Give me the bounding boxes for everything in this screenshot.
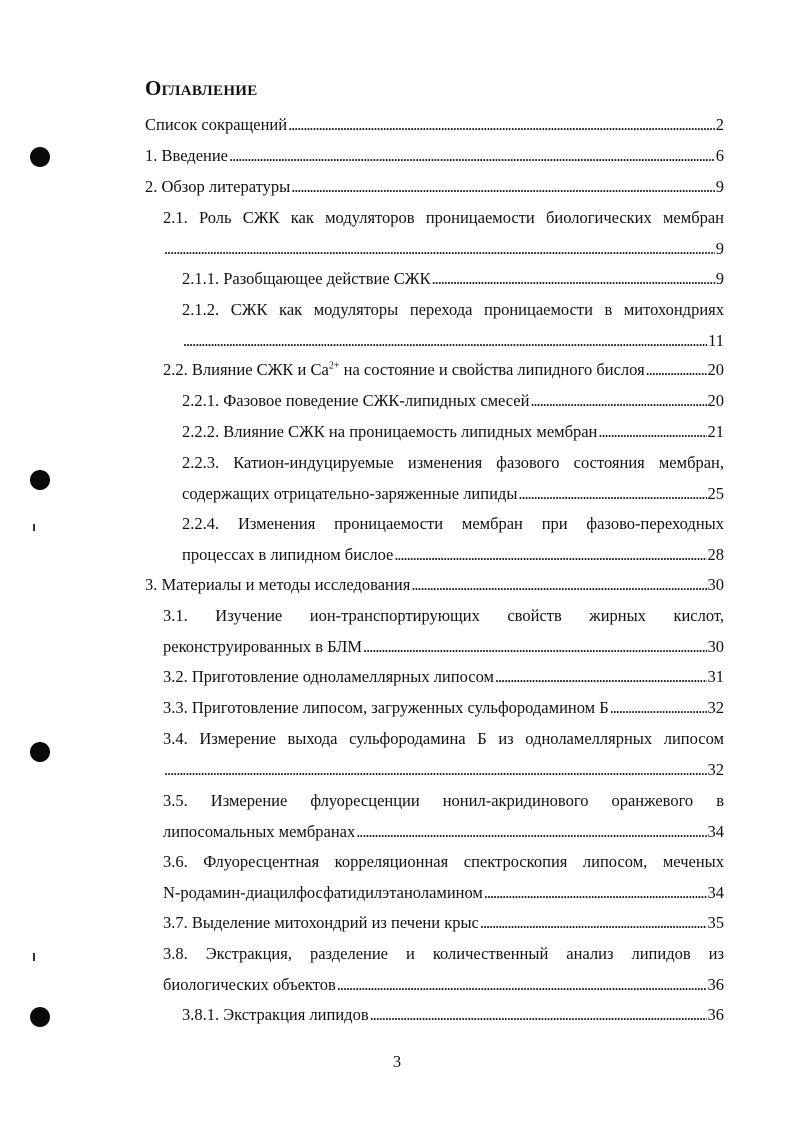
toc-entry-first-line: 3.8. Экстракция, разделение и количественный анализ липидов из (163, 944, 724, 963)
page-title: Оглавление (145, 76, 258, 100)
dot-leader (363, 631, 706, 662)
toc-entry (163, 600, 724, 662)
punch-hole-3 (30, 742, 50, 762)
toc-page-number: 21 (707, 422, 724, 441)
punch-hole-4 (30, 1007, 50, 1027)
toc-entry-text: 2. Обзор литературы (145, 177, 291, 196)
dot-leader (229, 140, 715, 171)
toc-page-number: 25 (707, 484, 724, 503)
dot-leader (164, 754, 707, 785)
dot-leader (484, 877, 707, 908)
dot-leader (291, 171, 715, 202)
toc-page-number: 36 (707, 975, 724, 994)
toc-page-number: 9 (715, 269, 724, 288)
toc-entry-text: липосомальных мембранах (163, 822, 356, 841)
dot-leader (646, 354, 707, 385)
dot-leader (598, 416, 706, 447)
toc-entry (163, 692, 724, 723)
toc-entry-text: 3. Материалы и методы исследования (145, 575, 411, 594)
toc-entry-text-part: на состояние и свойства липидного бислоя (339, 360, 645, 379)
toc-entry-text: 1. Введение (145, 146, 229, 165)
toc-entry (182, 385, 724, 416)
superscript: 2+ (328, 360, 340, 372)
toc-entry (163, 846, 724, 908)
toc-entry (182, 294, 724, 356)
toc-entry-text: 3.7. Выделение митохондрий из печени крыс (163, 913, 479, 932)
toc-entry-text: 2.2.2. Влияние СЖК на проницаемость липидных мембран (182, 422, 598, 441)
dot-leader (480, 907, 707, 938)
toc-entry (182, 508, 724, 570)
toc-entry (163, 354, 724, 385)
toc-page-number: 32 (707, 698, 724, 717)
toc-page-number: 28 (707, 545, 724, 564)
toc-entry (145, 569, 724, 600)
toc-entry-text: содержащих отрицательно-заряженные липиды (182, 484, 518, 503)
toc-entry (182, 263, 724, 294)
toc-page-number: 32 (707, 760, 724, 779)
toc-page-number: 31 (707, 667, 724, 686)
dot-leader (610, 692, 707, 723)
toc-entry-text: 2.1.1. Разобщающее действие СЖК (182, 269, 431, 288)
toc-entry (182, 416, 724, 447)
toc-entry-text (163, 354, 645, 385)
toc-entry-first-line: 2.1. Роль СЖК как модуляторов проницаемости биологических мембран (163, 208, 724, 227)
toc-entry (182, 447, 724, 509)
scan-mark-1 (33, 524, 35, 531)
dot-leader (411, 569, 706, 600)
toc-entry (182, 999, 724, 1030)
dot-leader (356, 816, 706, 847)
toc-entry-first-line: 2.2.4. Изменения проницаемости мембран при фазово-переходных (182, 514, 724, 533)
punch-hole-2 (30, 470, 50, 490)
toc-entry-first-line: 3.5. Измерение флуоресценции нонил-акридинового оранжевого в (163, 791, 724, 810)
dot-leader (288, 109, 715, 140)
toc-page-number: 2 (715, 115, 724, 134)
punch-hole-1 (30, 147, 50, 167)
toc-entry-text: 3.2. Приготовление одноламеллярных липосом (163, 667, 494, 686)
dot-leader (394, 539, 706, 570)
toc-entry (145, 140, 724, 171)
dot-leader (183, 325, 707, 356)
toc-page-number: 20 (707, 391, 724, 410)
toc-page-number: 6 (715, 146, 724, 165)
toc-entry (163, 202, 724, 264)
toc-entry-text-part: 2.2. Влияние СЖК и Ca (163, 360, 329, 379)
toc-entry-first-line: 3.6. Флуоресцентная корреляционная спектроскопия липосом, меченых (163, 852, 724, 871)
toc-page-number: 11 (708, 331, 724, 350)
toc-page-number: 34 (707, 822, 724, 841)
toc-entry-text: 3.8.1. Экстракция липидов (182, 1005, 369, 1024)
dot-leader (337, 969, 707, 1000)
toc-entry (145, 109, 724, 140)
toc-entry-text: Список сокращений (145, 115, 288, 134)
toc-entry (163, 907, 724, 938)
page-number: 3 (392, 1052, 402, 1071)
toc-entry (163, 661, 724, 692)
toc-entry-text: N-родамин-диацилфосфатидилэтаноламином (163, 883, 483, 902)
toc-page-number: 20 (707, 360, 724, 379)
toc-entry (163, 938, 724, 1000)
toc-page-number: 9 (715, 177, 724, 196)
dot-leader (164, 233, 715, 264)
toc-entry-first-line: 3.4. Измерение выхода сульфородамина Б из одноламеллярных липосом (163, 729, 724, 748)
dot-leader (530, 385, 706, 416)
toc-entry-text: биологических объектов (163, 975, 336, 994)
toc-page-number: 9 (715, 239, 724, 258)
dot-leader (432, 263, 715, 294)
toc-entry (163, 785, 724, 847)
scan-mark-2 (33, 953, 35, 961)
toc-entry-text: реконструированных в БЛМ (163, 637, 363, 656)
toc-page-number: 34 (707, 883, 724, 902)
toc-page-number: 30 (707, 575, 724, 594)
toc-entry-text: 2.2.1. Фазовое поведение СЖК-липидных смесей (182, 391, 530, 410)
dot-leader (518, 478, 706, 509)
toc-entry-first-line: 3.1. Изучение ион-транспортирующих свойств жирных кислот, (163, 606, 724, 625)
toc-entry-text: процессах в липидном бислое (182, 545, 394, 564)
toc-entry-first-line: 2.1.2. СЖК как модуляторы перехода проницаемости в митохондриях (182, 300, 724, 319)
dot-leader (495, 661, 707, 692)
toc-entry (145, 171, 724, 202)
toc-page-number: 35 (707, 913, 724, 932)
toc-entry-text: 3.3. Приготовление липосом, загруженных сульфородамином Б (163, 698, 609, 717)
dot-leader (370, 999, 707, 1030)
toc-entry (163, 723, 724, 785)
toc-page-number: 30 (707, 637, 724, 656)
toc-page-number: 36 (707, 1005, 724, 1024)
toc-entry-first-line: 2.2.3. Катион-индуцируемые изменения фазового состояния мембран, (182, 453, 724, 472)
